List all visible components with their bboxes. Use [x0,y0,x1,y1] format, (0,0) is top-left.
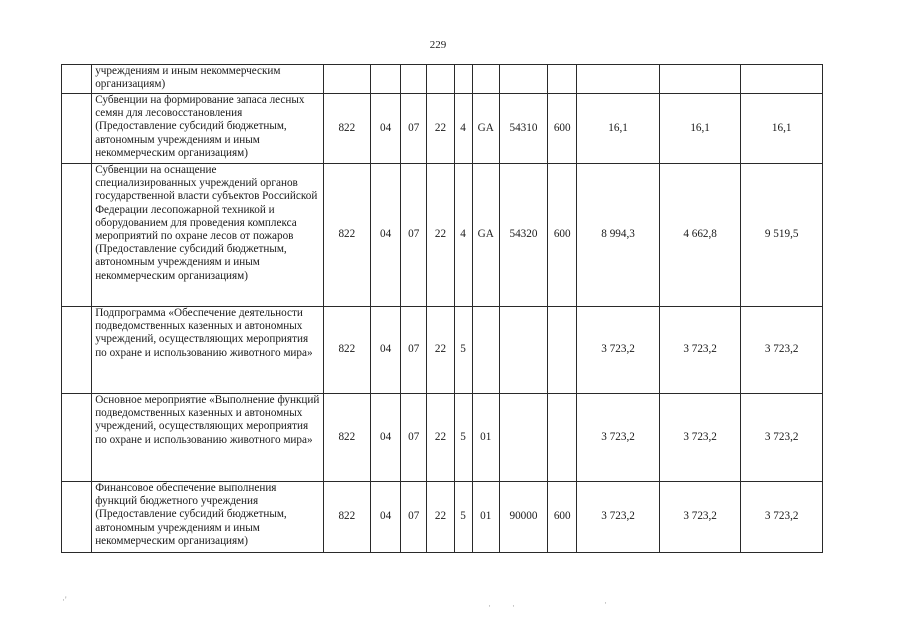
direction-code-cell [499,65,547,94]
amount-year1-cell: 3 723,2 [577,482,660,553]
section-code-cell: 04 [371,307,401,394]
direction-code-cell: 54310 [499,94,547,164]
expense-type-cell: 600 [548,164,577,307]
table-row [62,307,823,394]
expense-type-cell: 600 [548,482,577,553]
amount-year1-cell: 3 723,2 [577,394,660,482]
measure-code-cell [472,307,499,394]
amount-year1-cell [577,65,660,94]
section-code-cell: 04 [371,94,401,164]
amount-year3-cell: 16,1 [741,94,823,164]
item-name-cell: учреждениям и иным некоммерческим организациям) [92,65,324,94]
item-name-cell: Субвенции на оснащение специализированных учреждений органов государственной власти субъектов Российской Федерации лесопожарной техникой и оборудованием для проведения комплекса мероприятий по охране лесов от пожаров (Предоставление субсидий бюджетным, автономным учреждениям и иным некоммерческим организациям) [92,164,324,307]
grbs-code-cell: 822 [323,307,370,394]
measure-code-cell: 01 [472,394,499,482]
program-code-cell: 22 [427,394,454,482]
item-name-cell: Финансовое обеспечение выполнения функций бюджетного учреждения (Предоставление субсидий бюджетным, автономным учреждениям и иным некоммерческим организациям) [92,482,324,553]
program-code-cell: 22 [427,94,454,164]
scan-speck: · [512,601,515,611]
table-row [62,164,823,307]
amount-year3-cell: 9 519,5 [741,164,823,307]
table-row [62,482,823,553]
item-name-cell: Субвенции на формирование запаса лесных семян для лесовосстановления (Предоставление субсидий бюджетным, автономным учреждениям и иным некоммерческим организациям) [92,94,324,164]
amount-year1-cell: 3 723,2 [577,307,660,394]
table-row [62,65,823,94]
scan-speck: · [488,601,491,611]
measure-code-cell [472,65,499,94]
direction-code-cell [499,307,547,394]
expense-type-cell [548,65,577,94]
direction-code-cell [499,394,547,482]
item-name-cell: Основное мероприятие «Выполнение функций подведомственных казенных и автономных учреждений, осуществляющих мероприятия по охране и использованию животного мира» [92,394,324,482]
direction-code-cell: 54320 [499,164,547,307]
amount-year2-cell [659,65,741,94]
subsection-code-cell: 07 [401,164,427,307]
row-number-cell [62,482,92,553]
subsection-code-cell: 07 [401,482,427,553]
row-number-cell [62,65,92,94]
amount-year3-cell: 3 723,2 [741,307,823,394]
amount-year2-cell: 3 723,2 [659,482,741,553]
subprogram-code-cell: 4 [454,164,472,307]
row-number-cell [62,164,92,307]
row-number-cell [62,94,92,164]
grbs-code-cell: 822 [323,482,370,553]
measure-code-cell: GA [472,94,499,164]
measure-code-cell: 01 [472,482,499,553]
subprogram-code-cell [454,65,472,94]
amount-year2-cell: 3 723,2 [659,394,741,482]
amount-year3-cell: 3 723,2 [741,394,823,482]
subprogram-code-cell: 5 [454,394,472,482]
section-code-cell: 04 [371,394,401,482]
grbs-code-cell: 822 [323,164,370,307]
grbs-code-cell: 822 [323,94,370,164]
program-code-cell [427,65,454,94]
scan-speck: ·' [62,595,67,605]
amount-year1-cell: 16,1 [577,94,660,164]
measure-code-cell: GA [472,164,499,307]
amount-year2-cell: 16,1 [659,94,741,164]
program-code-cell: 22 [427,164,454,307]
scan-speck: · [604,598,607,608]
expense-type-cell [548,394,577,482]
section-code-cell: 04 [371,482,401,553]
expense-type-cell [548,307,577,394]
table-row [62,94,823,164]
subprogram-code-cell: 5 [454,307,472,394]
amount-year1-cell: 8 994,3 [577,164,660,307]
direction-code-cell: 90000 [499,482,547,553]
table-row [62,394,823,482]
section-code-cell [371,65,401,94]
amount-year3-cell: 3 723,2 [741,482,823,553]
page-number: 229 [429,39,447,51]
amount-year2-cell: 4 662,8 [659,164,741,307]
subsection-code-cell: 07 [401,307,427,394]
program-code-cell: 22 [427,307,454,394]
amount-year2-cell: 3 723,2 [659,307,741,394]
subsection-code-cell: 07 [401,94,427,164]
item-name-cell: Подпрограмма «Обеспечение деятельности подведомственных казенных и автономных учреждений, осуществляющих мероприятия по охране и использованию животного мира» [92,307,324,394]
grbs-code-cell [323,65,370,94]
program-code-cell: 22 [427,482,454,553]
amount-year3-cell [741,65,823,94]
row-number-cell [62,394,92,482]
subsection-code-cell: 07 [401,394,427,482]
budget-table [61,64,823,553]
expense-type-cell: 600 [548,94,577,164]
subsection-code-cell [401,65,427,94]
subprogram-code-cell: 5 [454,482,472,553]
row-number-cell [62,307,92,394]
section-code-cell: 04 [371,164,401,307]
subprogram-code-cell: 4 [454,94,472,164]
grbs-code-cell: 822 [323,394,370,482]
